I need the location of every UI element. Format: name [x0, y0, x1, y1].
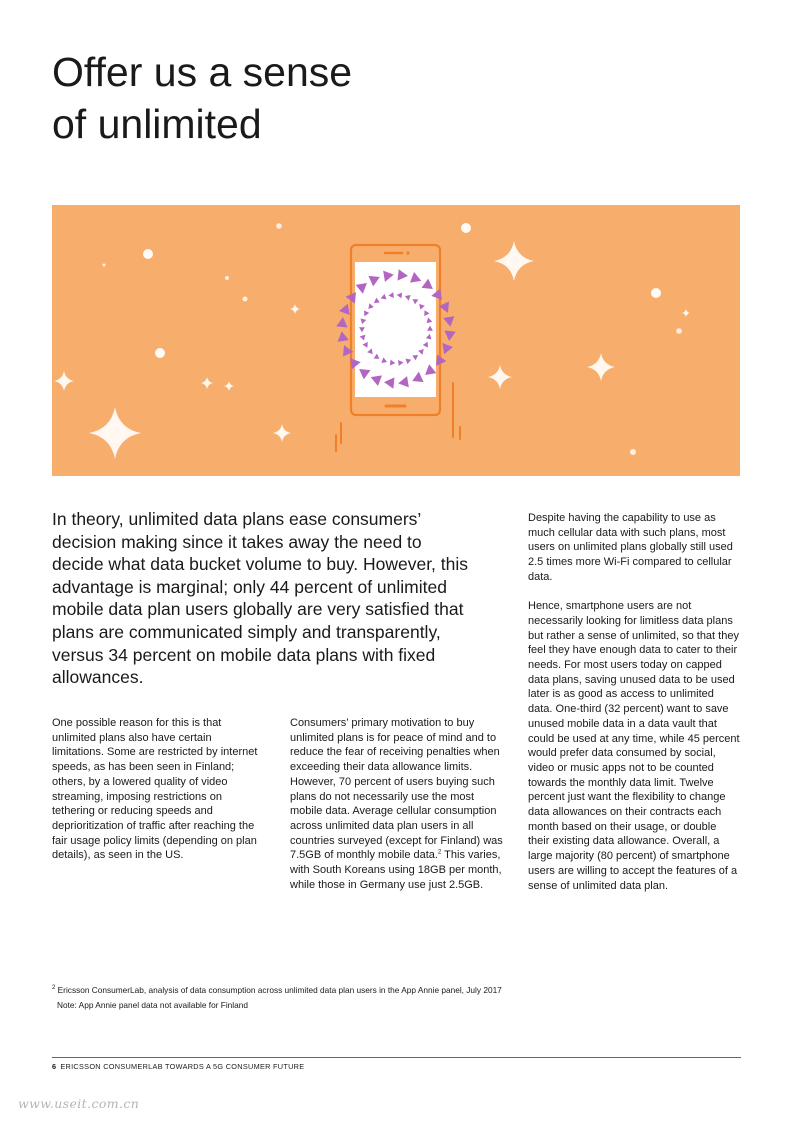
running-title: ERICSSON CONSUMERLAB TOWARDS A 5G CONSUMER FUTURE	[60, 1062, 305, 1071]
hero-banner	[52, 205, 740, 476]
sparkle-star	[273, 424, 291, 442]
footer-divider	[52, 1057, 741, 1058]
paragraph-text: This varies, with South Koreans using 18GB per month, while those in Germany use just 2.5GB.	[290, 849, 502, 891]
page-title-line-1: Offer us a sense	[52, 49, 353, 95]
footnote-line	[52, 983, 742, 998]
footnote-text: Ericsson ConsumerLab, analysis of data consumption across unlimited data plan users in the App Annie panel, July 2017	[55, 985, 502, 995]
page-title-line-2: of unlimited	[52, 101, 262, 148]
footnote-reference: 2	[437, 849, 442, 856]
page-number: 6	[52, 1062, 57, 1071]
sparkle-dot	[243, 297, 248, 302]
footnote-number: 2	[52, 985, 56, 992]
sparkle-dot	[676, 328, 682, 334]
lead-paragraph: In theory, unlimited data plans ease consumers’ decision making since it takes away the need to decide what data bucket volume to buy. However, this advantage is marginal; only 44 percent of unlimited mobile data plan users globally are very satisfied that plans are communicated simply and transparently, versus 34 percent on mobile data plans with fixed allowances.	[52, 509, 469, 688]
body-column-3	[528, 511, 740, 893]
triangle-mark	[444, 331, 455, 341]
sparkle-star	[488, 365, 512, 389]
sparkle-dot	[461, 223, 471, 233]
sparkle-dot	[155, 348, 165, 358]
sparkle-dot	[225, 276, 229, 280]
page-title	[52, 46, 552, 151]
body-column-1	[52, 716, 264, 863]
paragraph-text: Consumers’ primary motivation to buy unlimited plans is for peace of mind and to reduce the fear of receiving penalties when exceeding their data allowance limits. However, 70 percent of users buying such plans do not necessarily use the most mobile data. Average cellular consumption across unlimited data plan users in all countries surveyed (except for Finland) was 7.5GB of monthly mobile data.	[290, 717, 503, 862]
sparkle-star	[587, 353, 615, 381]
sparkle-star	[224, 381, 234, 391]
smartphone	[351, 245, 440, 415]
triangle-mark	[443, 316, 454, 327]
triangle-mark	[339, 304, 350, 315]
sparkle-star	[201, 377, 213, 389]
sparkle-dot	[651, 288, 661, 298]
footnote-note: Note: App Annie panel data not available for Finland	[57, 1000, 248, 1010]
phone-camera	[406, 251, 409, 254]
triangle-mark	[338, 331, 349, 342]
triangle-mark	[336, 317, 347, 327]
triangle-mark	[442, 343, 453, 354]
sparkle-dot	[103, 264, 106, 267]
watermark: www.useit.com.cn	[18, 1096, 140, 1111]
page-footer	[52, 1062, 304, 1071]
paragraph: One possible reason for this is that unlimited plans also have certain limitations. Some are restricted by internet speeds, as has been seen in Finland; others, by a lowered quality of video streaming, imposing restrictions on tethering or reducing speeds and deprioritization of traffic after reaching the fair usage policy limits (depending on plan details), as seen in the US.	[52, 717, 258, 862]
sparkle-star	[54, 371, 74, 391]
sparkle-star	[89, 407, 141, 459]
body-column-2	[290, 716, 504, 892]
footnote	[52, 983, 742, 1013]
sparkle-dot	[630, 449, 636, 455]
sparkle-dot	[276, 223, 282, 229]
sparkle-dot	[143, 249, 153, 259]
sparkle-star	[682, 309, 690, 317]
triangle-mark	[436, 355, 446, 366]
sparkle-star	[494, 241, 534, 281]
sparkle-star	[290, 304, 300, 314]
paragraph: Despite having the capability to use as much cellular data with such plans, most users on unlimited plans globally still used 2.5 times more Wi-Fi compared to cellular data.	[528, 512, 733, 583]
phone-screen	[355, 262, 436, 397]
phone-with-spinning-triangles-illustration	[52, 205, 740, 476]
paragraph: Hence, smartphone users are not necessarily looking for limitless data plans but rather a sense of unlimited, so that they feel they have enough data to cater to their needs. For most users today on capped data plans, saving unused data to be used later is as good as access to unlimited data. One-third (32 percent) want to save unused mobile data in a data vault that could be used at any time, while 45 percent would prefer data consumed by social, video or music apps not to be counted towards the monthly data limit. Twelve percent just want the flexibility to change data allowances on their contracts each month based on their usage, or double their existing data allowance. Overall, a large majority (80 percent) of smartphone users are willing to accept the features of a sense of unlimited data plan.	[528, 600, 740, 892]
paragraph	[290, 716, 504, 892]
